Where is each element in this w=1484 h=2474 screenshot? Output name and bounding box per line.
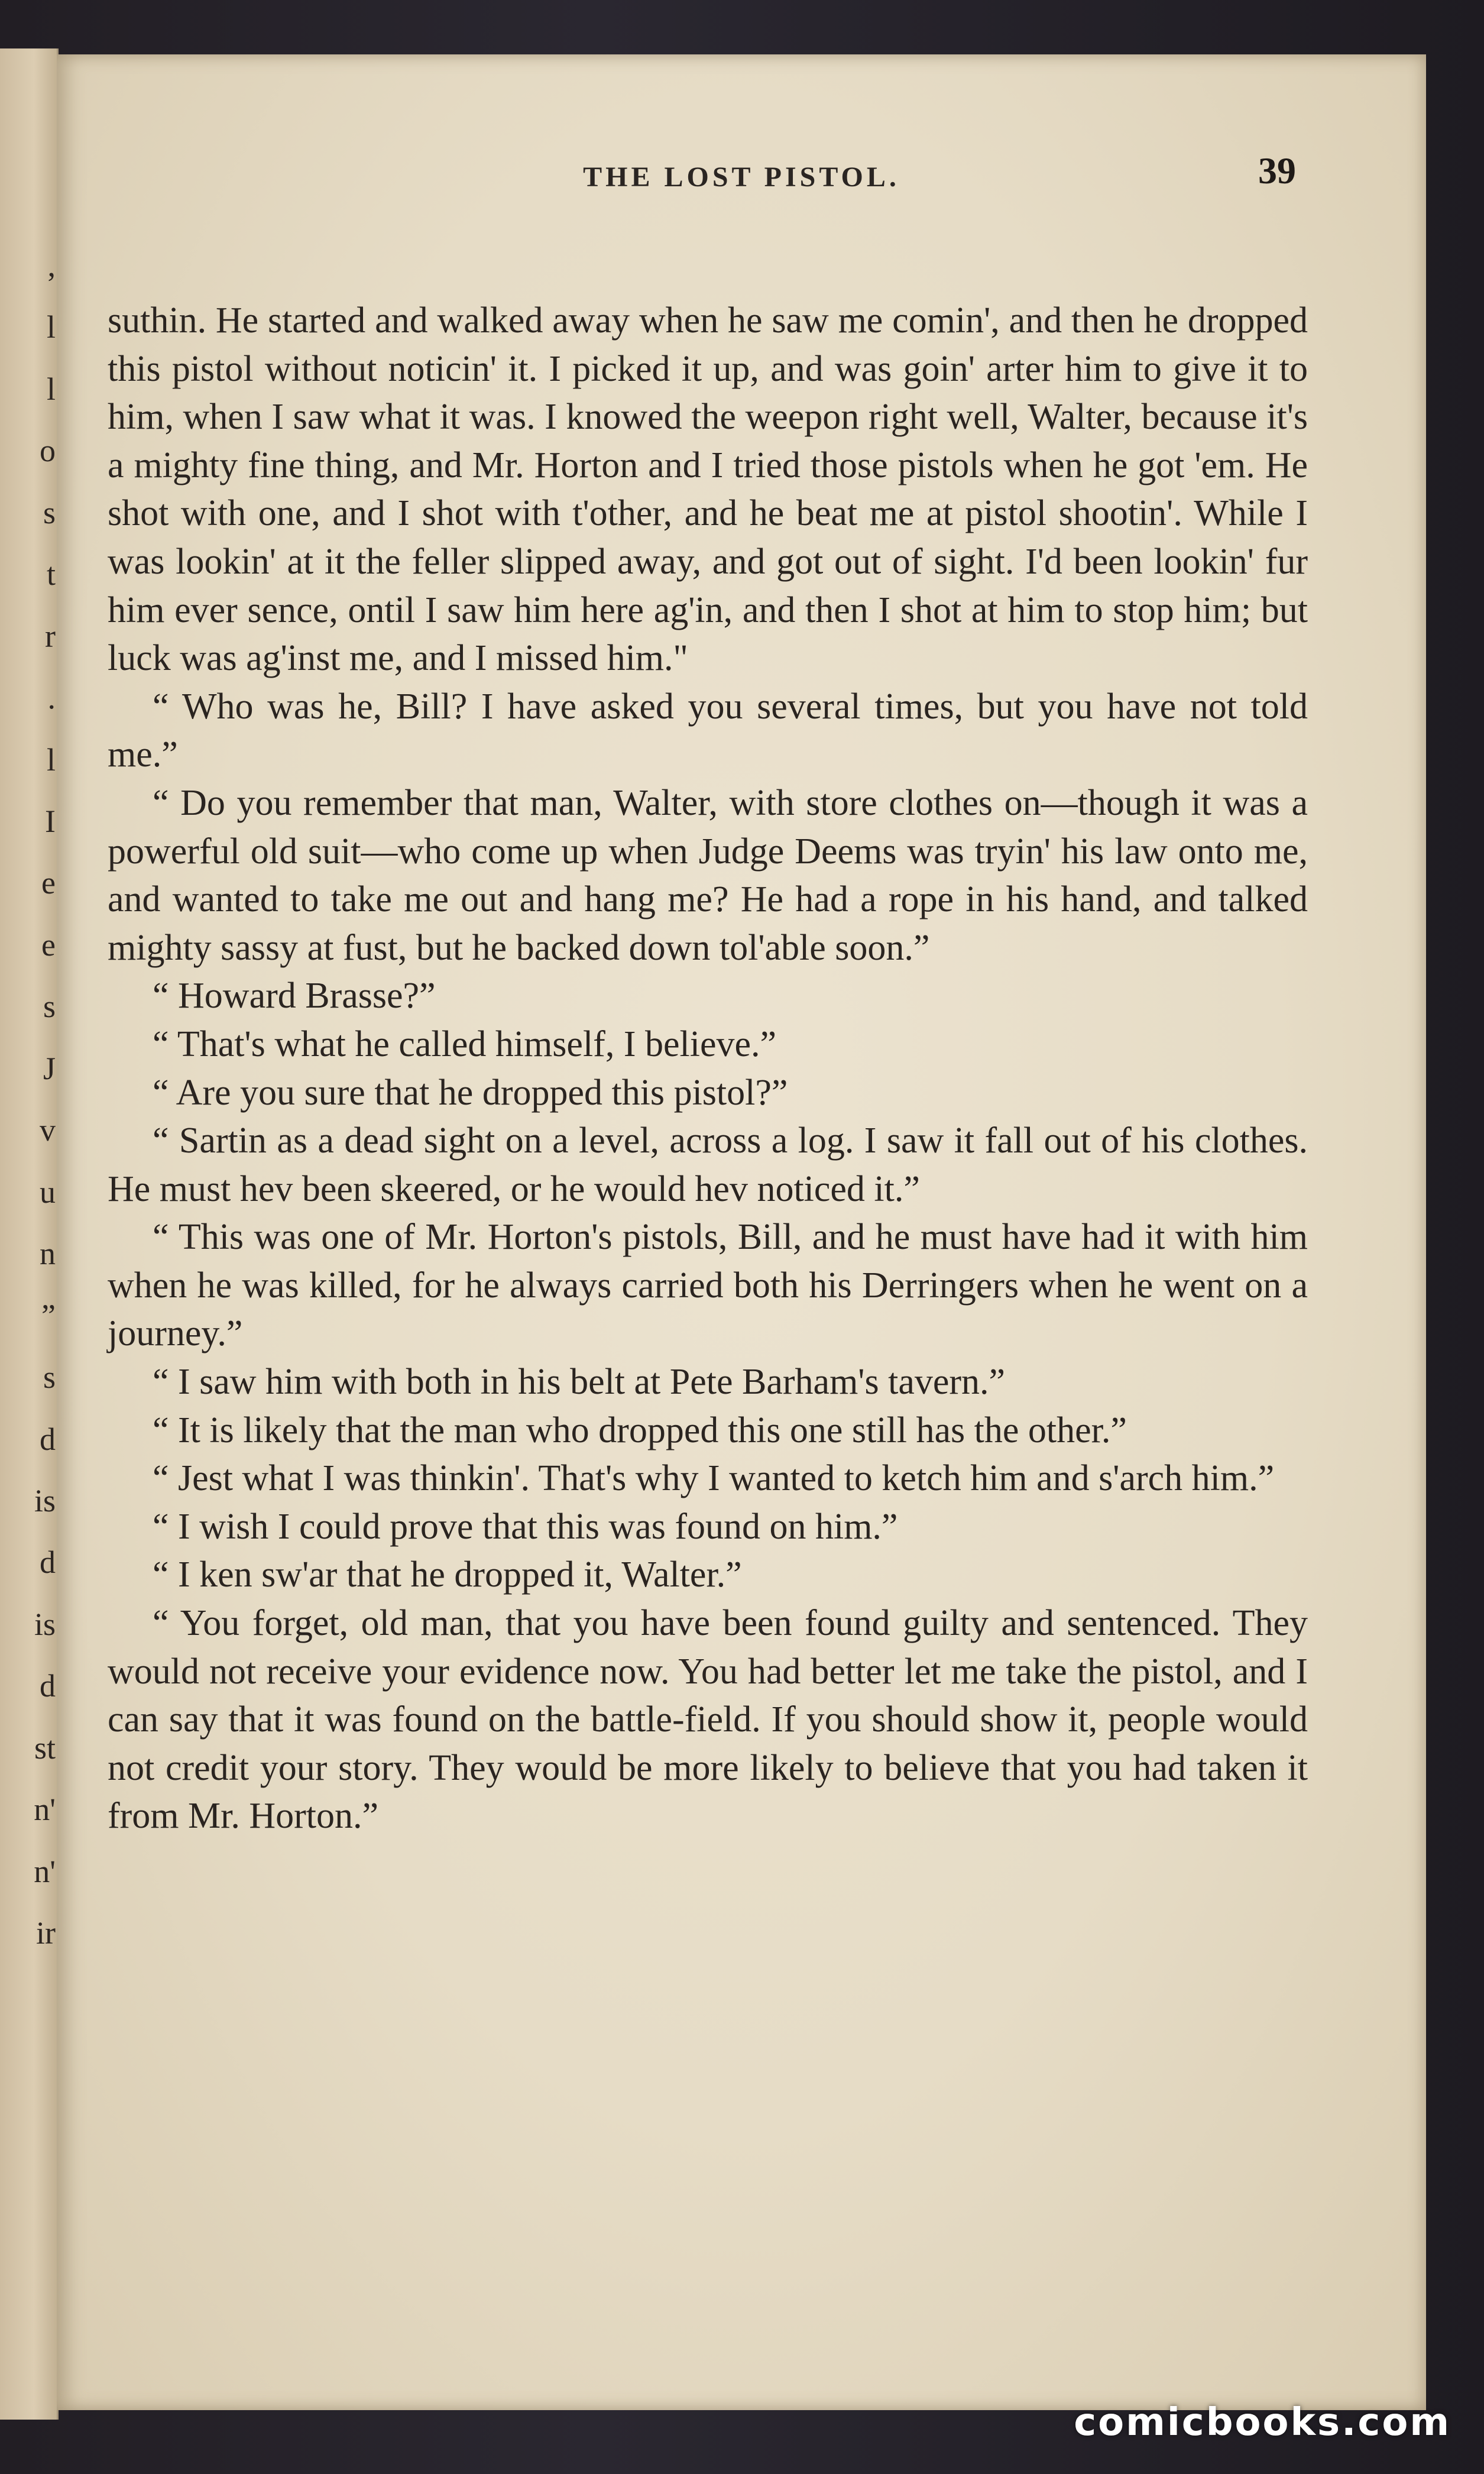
paragraph: “ Sartin as a dead sight on a level, across a log. I saw it fall out of his clothes. He must hev been skeered, or he would hev noticed it.” [108, 1121, 1308, 1209]
previous-page-fragment: s [43, 1359, 56, 1395]
previous-page-fragment: l [46, 309, 56, 345]
book-page [57, 54, 1426, 2410]
previous-page-fragment: t [46, 556, 56, 592]
paragraph: “ I ken sw'ar that he dropped it, Walter.” [153, 1555, 742, 1595]
running-head: THE LOST PISTOL. [583, 161, 900, 193]
paragraph: “ I saw him with both in his belt at Pete Barham's tavern.” [153, 1362, 1006, 1403]
paragraph: “ I wish I could prove that this was found on him.” [153, 1506, 898, 1547]
previous-page-fragment: e [41, 865, 56, 901]
paragraph: “ Jest what I was thinkin'. That's why I wanted to ketch him and s'arch him.” [153, 1458, 1275, 1499]
previous-page-fragment: I [45, 804, 56, 840]
watermark: comicbooks.com [1074, 2401, 1451, 2444]
paragraph: “ You forget, old man, that you have been found guilty and sentenced. They would not receive your evidence now. You had better let me take the pistol, and I can say that it was found on the battle-field. If you should show it, people would not credit your story. They would be more likely to believe that you had taken it from Mr. Horton.” [108, 1603, 1308, 1837]
previous-page-fragment: l [46, 741, 56, 778]
previous-page-fragment: . [47, 680, 56, 716]
previous-page-fragment: st [34, 1730, 56, 1766]
paragraph: “ Do you remember that man, Walter, with store clothes on—though it was a powerful old suit—who come up when Judge Deems was tryin' his law onto me, and wanted to take me out and hang me? He had a rope in his hand, and talked mighty sassy at fust, but he backed down tol'able soon.” [108, 782, 1308, 968]
page-number: 39 [1258, 150, 1296, 192]
previous-page-fragment: is [34, 1482, 56, 1518]
previous-page-fragment: r [45, 618, 56, 654]
previous-page-fragment: e [41, 927, 56, 963]
previous-page-fragment: s [43, 494, 56, 530]
previous-page-fragment: l [46, 371, 56, 407]
paragraph: “ That's what he called himself, I believe.” [153, 1024, 776, 1064]
paragraph: “ Who was he, Bill? I have asked you several times, but you have not told me.” [108, 686, 1308, 775]
previous-page-fragment: , [47, 248, 56, 283]
previous-page-fragment: is [34, 1606, 56, 1642]
previous-page-fragment: d [40, 1421, 56, 1457]
paragraph: suthin. He started and walked away when he saw me comin', and then he dropped this pistol without noticin' it. I picked it up, and was goin' arter him to give it to him, when I saw what it was. I knowed the weepon right well, Walter, because it's a mighty fine thing, and Mr. Horton and I tried those pistols when he got 'em. He shot with one, and I shot with t'other, and he beat me at pistol shootin'. While I was lookin' at it the feller slipped away, and got out of sight. I'd been lookin' fur him ever sence, ontil I saw him here ag'in, and then I shot at him to stop him; but luck was ag'inst me, and I missed him." [108, 300, 1308, 679]
previous-page-fragment: ir [36, 1915, 56, 1951]
previous-page-edge [0, 48, 59, 2420]
previous-page-fragment: d [40, 1544, 56, 1581]
body-text [108, 297, 1308, 1841]
previous-page-fragment: d [40, 1668, 56, 1704]
previous-page-fragment: J [43, 1050, 56, 1086]
paragraph: “ Howard Brasse?” [153, 976, 436, 1016]
previous-page-fragment: n' [34, 1853, 56, 1889]
previous-page-fragment: s [43, 989, 56, 1025]
previous-page-fragment: n' [34, 1792, 56, 1828]
paragraph: “ Are you sure that he dropped this pistol?” [153, 1072, 788, 1113]
previous-page-fragment: n [40, 1236, 56, 1272]
previous-page-fragment: v [40, 1112, 56, 1148]
previous-page-fragment: o [40, 433, 56, 469]
previous-page-fragment: ” [41, 1297, 56, 1333]
previous-page-fragment: u [40, 1174, 56, 1210]
paragraph: “ It is likely that the man who dropped this one still has the other.” [153, 1410, 1127, 1450]
paragraph: “ This was one of Mr. Horton's pistols, Bill, and he must have had it with him when he was killed, for he always carried both his Derringers when he went on a journey.” [108, 1217, 1308, 1354]
